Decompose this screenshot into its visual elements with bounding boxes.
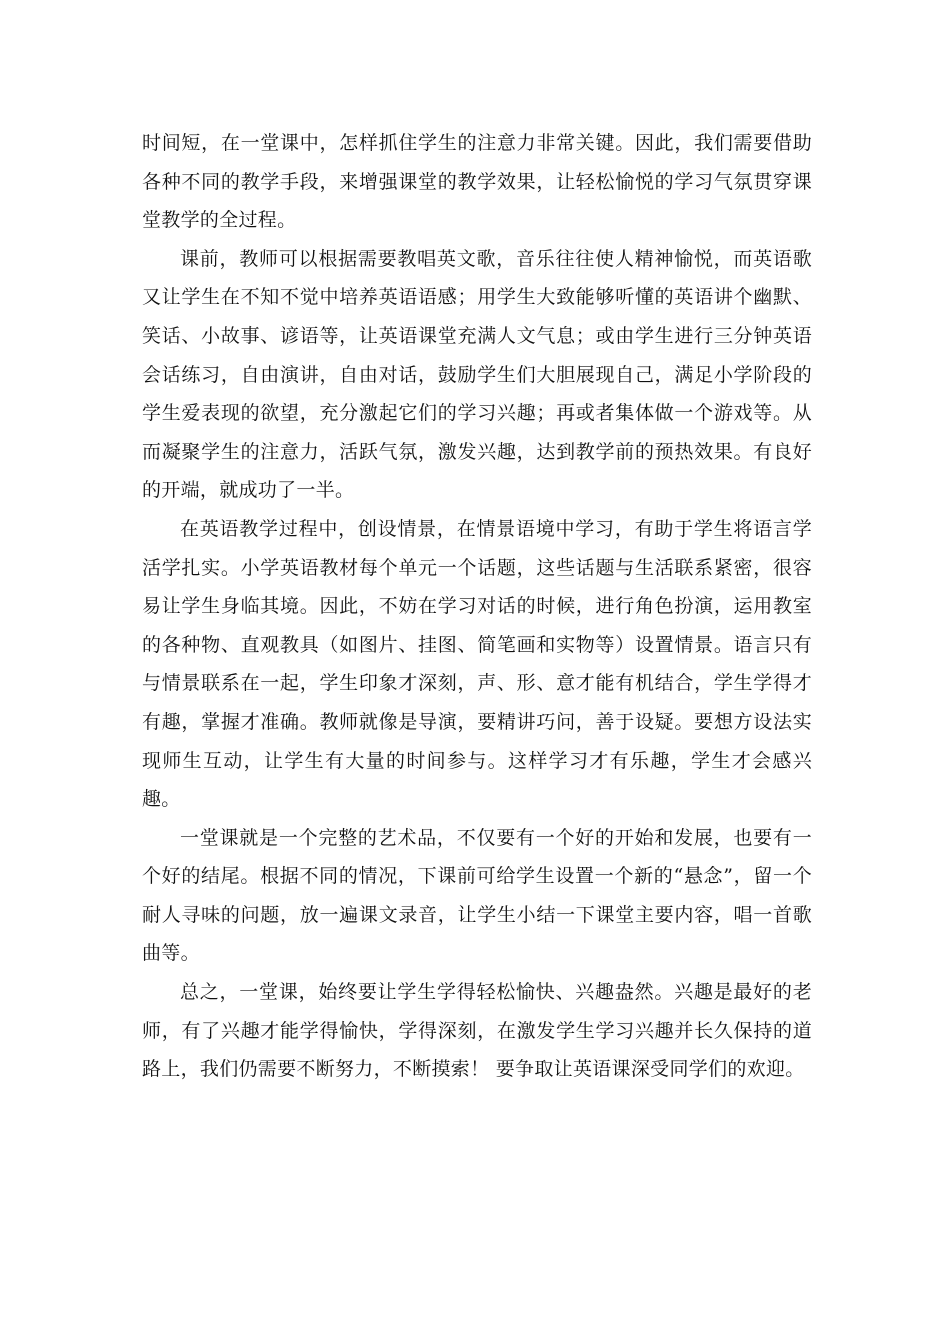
paragraph-conclusion: 总之，一堂课，始终要让学生学得轻松愉快、兴趣盎然。兴趣是最好的老师，有了兴趣才能学得愉快，学得深刻，在激发学生学习兴趣并长久保持的道路上，我们仍需要不断努力，不断摸索！ 要争取让英语课深受同学们的欢迎。 bbox=[142, 981, 812, 1081]
document-body bbox=[142, 124, 812, 1089]
paragraph-lesson-ending: 一堂课就是一个完整的艺术品，不仅要有一个好的开始和发展，也要有一个好的结尾。根据不同的情况，下课前可给学生设置一个新的“悬念”，留一个耐人寻味的问题，放一遍课文录音，让学生小结一下课堂主要内容，唱一首歌曲等。 bbox=[142, 826, 812, 965]
paragraph-situational-teaching: 在英语教学过程中，创设情景，在情景语境中学习，有助于学生将语言学活学扎实。小学英语教材每个单元一个话题，这些话题与生活联系紧密，很容易让学生身临其境。因此，不妨在学习对话的时候，进行角色扮演，运用教室的各种物、直观教具（如图片、挂图、简笔画和实物等）设置情景。语言只有与情景联系在一起，学生印象才深刻，声、形、意才能有机结合，学生学得才有趣，掌握才准确。教师就像是导演，要精讲巧问，善于设疑。要想方设法实现师生互动，让学生有大量的时间参与。这样学习才有乐趣，学生才会感兴趣。 bbox=[142, 517, 812, 811]
paragraph-continuation: 时间短，在一堂课中，怎样抓住学生的注意力非常关键。因此，我们需要借助各种不同的教学手段，来增强课堂的教学效果，让轻松愉悦的学习气氛贯穿课堂教学的全过程。 bbox=[142, 132, 812, 232]
paragraph-before-class: 课前，教师可以根据需要教唱英文歌，音乐往往使人精神愉悦，而英语歌又让学生在不知不觉中培养英语语感；用学生大致能够听懂的英语讲个幽默、笑话、小故事、谚语等，让英语课堂充满人文气息；或由学生进行三分钟英语会话练习，自由演讲，自由对话，鼓励学生们大胆展现自己，满足小学阶段的学生爱表现的欲望，充分激起它们的学习兴趣；再或者集体做一个游戏等。从而凝聚学生的注意力，活跃气氛，激发兴趣，达到教学前的预热效果。有良好的开端，就成功了一半。 bbox=[142, 247, 812, 502]
